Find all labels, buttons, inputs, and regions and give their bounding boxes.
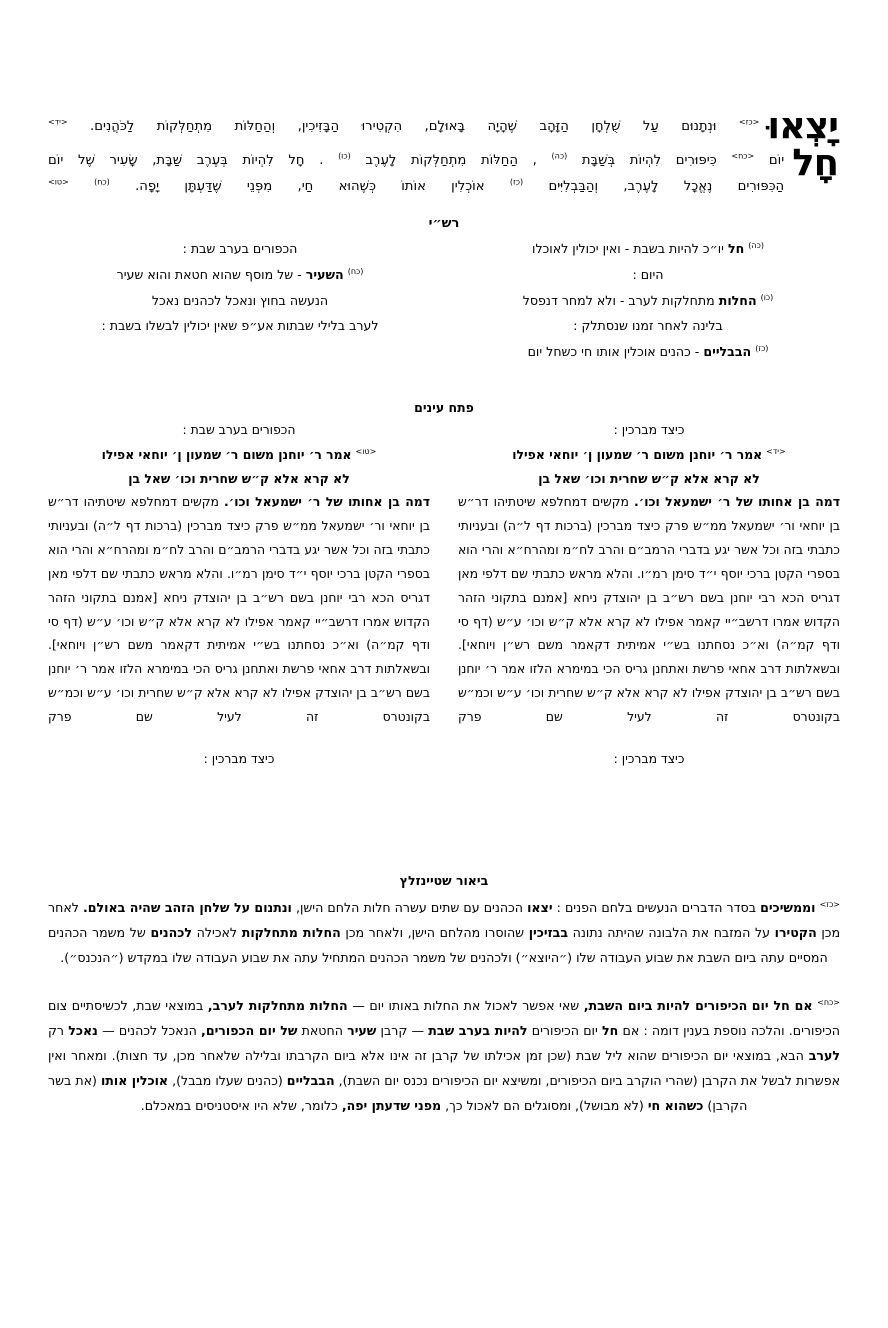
- gemara-seg: כִּיפּוּרִים לִהְיוֹת בְּשַׁבָּת: [581, 153, 717, 169]
- biur-text: לאכילה: [192, 925, 242, 941]
- rashi-lemma: החלות: [718, 292, 757, 308]
- ref-marker: <טו>: [48, 177, 69, 187]
- rashi-text: - כהנים אוכלין אותו חי כשחל יום: [527, 344, 700, 360]
- rashi-continuation: הכפורים בערב שבת :: [182, 241, 298, 256]
- dropcap-chal: חָל: [792, 141, 838, 185]
- biur-lemma: כשהוא חי: [647, 1098, 704, 1114]
- ref-marker: (כה): [551, 151, 568, 161]
- biur-steinsaltz-body: [48, 895, 840, 1141]
- rashi-entry: [456, 236, 840, 288]
- biur-lemma: שעיר: [347, 1022, 377, 1038]
- biur-lemma: נאכל: [68, 1022, 98, 1038]
- gemara-line-1-text: [48, 108, 759, 140]
- petach-lemma-3: דמה בן אחותו של ר׳ ישמעאל וכו׳.: [224, 494, 430, 510]
- rashi-column-left: [48, 236, 432, 365]
- biur-text: (את בשר הקרבן): [48, 1073, 748, 1114]
- biur-lemma: וממשיכים: [760, 900, 816, 915]
- ref-marker: (כו): [338, 151, 351, 161]
- dropcap-yatzu: יָצְאוּ: [767, 104, 838, 147]
- petach-ref-number: <יד>: [766, 446, 786, 456]
- biur-text: בסדר הדברים הנעשים בלחם הפנים :: [552, 900, 761, 915]
- rashi-entry: [456, 339, 840, 365]
- gemara-yom: יוֹם: [768, 153, 785, 169]
- rashi-ref-number: (כו): [760, 292, 774, 302]
- rashi-entry: [48, 236, 432, 262]
- gemara-line-2a: [48, 148, 784, 174]
- petach-column-right: [458, 418, 840, 770]
- rashi-text-tail: בלינה לאחר זמנו שנסתלק :: [573, 318, 723, 334]
- rashi-lemma: חל: [727, 241, 745, 256]
- rashi-entry: [456, 288, 840, 340]
- gemara-line-1-body: וּנְתָנוּם עַל שֻׁלְחָן הַזָּהָב שֶׁהָיָה בָּאוּלָם, הִקְטִירוּ הַבָּזִיכִין, וְהַחַלּוֹת מִתְחַלְּקוֹת לַכֹּהֲנִים.: [90, 119, 717, 134]
- gemara-seg: אוֹכְלִין אוֹתוֹ כְּשֶׁהוּא חַי, מִפְּנֵי שֶׁדַּעְתָּן יָפָה.: [135, 178, 485, 194]
- rashi-text-line3: לערב בלילי שבתות אע״פ שאין יכולין לבשלו בשבת :: [101, 318, 379, 334]
- biur-steinsaltz-title: ביאור שטיינזלץ: [399, 873, 489, 888]
- rashi-column-right: [456, 236, 840, 365]
- biur-text: — קרבן: [376, 1022, 429, 1038]
- petach-ref-number: <טו>: [355, 446, 377, 456]
- gemara-line-2-text: [48, 145, 784, 199]
- petach-einayim-columns: [48, 418, 840, 770]
- petach-right-header: כיצד מברכין :: [613, 422, 685, 437]
- biur-text: במוצאי שבת, לכשיסתיים צום הכיפורים. והלכה נוספת בענין דומה : אם: [48, 997, 841, 1038]
- biur-text: הבא, במוצאי יום הכיפורים שהוא ליל שבת (שכן זמן אכילתו של קרבן זה אינו אלא ביום הקרבתו ובלילה שלאחר מכן, עד חצות). ומאחר ואין אפשרות לבשל את הקרבן (שהרי הוקרב ביום הכיפורים, ומשיצא יום הכיפורים נכנס יום השבת),: [48, 1047, 840, 1089]
- rashi-ref-number: (כה): [748, 240, 764, 250]
- biur-lemma: מפני שדעתן יפה,: [341, 1098, 442, 1114]
- petach-lemma-1: אמר ר׳ יוחנן משום ר׳ שמעון ן׳ יוחאי אפילו: [512, 446, 763, 462]
- rashi-ref-number: (כז): [755, 344, 769, 354]
- biur-text: רק: [48, 1022, 69, 1038]
- biur-text: (כהנים שעלו מבבל),: [168, 1073, 287, 1089]
- rashi-text: מתחלקות לערב - ולא למחר דנפסל: [522, 292, 715, 308]
- rashi-text: - של מוסף שהוא חטאת והוא שעיר: [116, 266, 302, 282]
- ref-marker: (כז): [509, 177, 524, 187]
- petach-left-text: מקשים דמחלפא שיטתיהו דר״ש בן יוחאי ור׳ ישמעאל ממ״ש פרק כיצד מברכין (ברכות דף ל״ה) ובעניותי כתבתי בזה וכל אשר יגע בדברי הרמב״ם והרב לח״מ ומהרח״א והרי הוא בספרי הקטן ברכי יוסף י״ד סימן רמ״ו. והלא מראש כתבתי שם דלפי מאן דגריס הכא רבי יוחנן בשם רש״ב בן יהוצדק ניחא [אמנם בתקוני הזהר הקדוש אמרו דרשב״יי קאמר אפילו לא קרא אלא ק״ש וכו׳ ע״ש (דף סי ודף קמ״ה) וא״כ נסחתנו בש״י אמיתית דקאמר משם רש״ן ויוחאי]. ובשאלתות דרב אחאי פרשת ואתחנן גריס הכי במימרא הלזו אמר ר׳ יוחנן בשם רש״ב בן יהוצדק אפילו לא קרא אלא ק״ש שחרית וכו׳ ע״ש וכמ״ש בקונטרס זה לעיל שם פרק: [48, 494, 430, 724]
- biur-text: (לא מבושל), ומסוגלים הם לאכול כך,: [441, 1098, 648, 1114]
- ref-marker: <כז>: [738, 117, 760, 127]
- rashi-text-line2: הנעשה בחוץ ונאכל לכהנים נאכל: [151, 292, 329, 308]
- ref-marker: (כח): [94, 177, 110, 187]
- biur-lemma: בבזיכין: [528, 925, 569, 941]
- biur-lemma: החלות מתחלקות: [241, 925, 341, 941]
- biur-text: הנאכל לכהנים —: [97, 1022, 202, 1038]
- biur-lemma: יצאו: [527, 900, 553, 915]
- rashi-lemma: הבבליים: [703, 344, 752, 360]
- petach-left-footer: כיצד מברכין :: [203, 750, 275, 766]
- biur-paragraph: [48, 993, 840, 1119]
- petach-right-text: מקשים דמחלפא שיטתיהו דר״ש בן יוחאי ור׳ ישמעאל ממ״ש פרק כיצד מברכין (ברכות דף ל״ה) ובעניותי כתבתי בזה וכל אשר יגע בדברי הרמב״ם והרב לח״מ ומהרח״א והרי הוא בספרי הקטן ברכי יוסף י״ד סימן רמ״ו. והלא מראש כתבתי שם דלפי מאן דגריס הכא רבי יוחנן בשם רש״ב בן יהוצדק ניחא [אמנם בתקוני הזהר הקדוש אמרו דרשב״יי קאמר אפילו לא קרא אלא ק״ש וכו׳ ע״ש (דף סי ודף קמ״ה) וא״כ נסחתנו בש״י אמיתית דקאמר משם רש״ן ויוחאי]. ובשאלתות דרב אחאי פרשת ואתחנן גריס הכי במימרא הלזו אמר ר׳ יוחנן בשם רש״ב בן יהוצדק אפילו לא קרא אלא ק״ש שחרית וכו׳ ע״ש וכמ״ש בקונטרס זה לעיל שם פרק: [458, 494, 840, 724]
- petach-lemma-1: אמר ר׳ יוחנן משום ר׳ שמעון ן׳ יוחאי אפילו: [101, 446, 352, 462]
- gemara-line-1: [48, 104, 840, 147]
- biur-lemma: של יום הכפורים,: [201, 1022, 298, 1038]
- rashi-section-title: רש״י: [428, 216, 460, 231]
- biur-lemma: החלות מתחלקות לערב,: [207, 997, 348, 1013]
- biur-lemma: הקטירו: [774, 925, 817, 941]
- petach-left-body: [48, 443, 430, 729]
- biur-lemma: הכיפורים להיות ביום השבת,: [583, 997, 748, 1013]
- biur-lemma: להיות בערב שבת: [428, 1022, 528, 1038]
- biur-text: על המזבח את הלבונה שהיתה נתונה: [568, 925, 775, 941]
- rashi-columns: [48, 236, 840, 365]
- gemara-line-2: [48, 141, 840, 199]
- petach-right-footer: כיצד מברכין :: [613, 750, 685, 766]
- biur-text: הכהנים עם שתים עשרה חלות הלחם הישן,: [291, 900, 528, 915]
- biur-lemma: לכהנים: [150, 925, 193, 941]
- petach-right-body: [458, 443, 840, 729]
- petach-lemma-3: דמה בן אחותו של ר׳ ישמעאל וכו׳.: [634, 494, 840, 510]
- petach-einayim-title: פתח עינים: [414, 400, 474, 415]
- rashi-ref-number: (כח): [347, 266, 364, 276]
- rashi-lemma: השעיר: [305, 266, 344, 282]
- biur-text: של משמר הכהנים המסיים עתה ביום השבת את שבוע העבודה שלו (״היוצא״) ולכהנים של משמר הכהנים המתחיל עתה את שבוע העבודה שלו במקדש (״הנכנס״).: [48, 925, 828, 966]
- rashi-text-tail: היום :: [632, 266, 664, 282]
- gemara-seg: הַכִּפּוּרִים נֶאֱכָל לָעֶרֶב, וְהַבַּבְלִיִּים: [548, 178, 785, 194]
- rashi-entry: [48, 262, 432, 339]
- ref-marker: <יד>: [48, 117, 68, 127]
- rashi-text: יו״כ להיות בשבת - ואין יכולין לאוכלו: [532, 241, 724, 256]
- biur-lemma: ונתנום על שלחן הזהב שהיה באולם.: [83, 900, 292, 915]
- biur-text: החטאת: [297, 1022, 348, 1038]
- biur-text: שהוסרו מהלחם הישן, ולאחר מכן: [340, 925, 529, 941]
- gemara-line-2b: [48, 174, 784, 200]
- biur-lemma: אם חל יום: [751, 997, 813, 1013]
- biur-text: שאי אפשר לאכול את החלות באותו יום —: [347, 997, 584, 1013]
- petach-lemma-2: לא קרא אלא ק״ש שחרית וכו׳ שאל בן: [128, 470, 350, 486]
- biur-text: יום הכיפורים: [527, 1022, 603, 1038]
- biur-lemma: אוכלין אותו: [100, 1073, 169, 1089]
- biur-lemma: חל: [602, 1022, 619, 1038]
- biur-text: כלומר, שלא היו איסטניסים במאכלם.: [140, 1098, 342, 1114]
- gemara-seg: , הַחַלּוֹת מִתְחַלְּקוֹת לָעֶרֶב: [365, 153, 537, 169]
- petach-left-header: הכפורים בערב שבת :: [182, 422, 296, 437]
- biur-lemma: לערב: [808, 1047, 840, 1063]
- biur-paragraph: [48, 895, 840, 971]
- biur-lemma: הבבליים: [286, 1073, 335, 1089]
- biur-ref-number: <כח>: [817, 997, 840, 1007]
- biur-ref-number: <כז>: [819, 899, 840, 909]
- petach-lemma-2: לא קרא אלא ק״ש שחרית וכו׳ שאל בן: [538, 470, 760, 486]
- gemara-main-text: [48, 104, 840, 202]
- biur-text: לאחר מכן: [48, 900, 841, 941]
- gemara-seg: . חָל לִהְיוֹת בְּעֶרֶב שַׁבָּת, שָׂעִיר שֶׁל יוֹם: [48, 153, 324, 169]
- ref-marker: <כח>: [731, 151, 755, 161]
- petach-column-left: [48, 418, 430, 770]
